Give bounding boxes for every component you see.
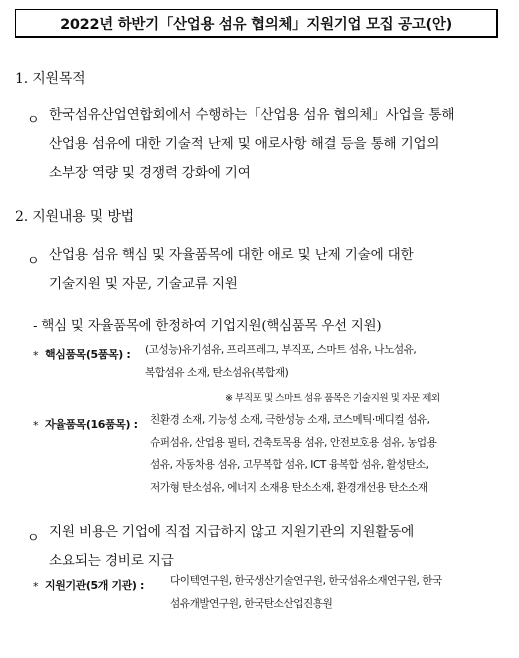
section2-heading: 2. 지원내용 및 방법 (15, 209, 134, 225)
agencies-line: 섬유개발연구원, 한국탄소산업진흥원 (170, 597, 333, 610)
core-items-line: 복합섬유 소재, 탄소섬유(복합재) (145, 366, 289, 379)
agencies-star: * (33, 580, 39, 593)
autonomous-items-line: 친환경 소재, 기능성 소재, 극한성능 소재, 코스메틱·메디컬 섬유, (150, 414, 430, 426)
section1-heading: 1. 지원목적 (15, 71, 86, 87)
core-items-line: (고성능)유기섬유, 프리프레그, 부직포, 스마트 섬유, 나노섬유, (145, 344, 417, 356)
section2-paragraph (49, 241, 496, 299)
document-title-text: 2022년 하반기「산업용 섬유 협의체」지원기업 모집 공고(안) (60, 16, 452, 33)
section1-line: 소부장 역량 및 경쟁력 강화에 기여 (49, 165, 251, 181)
autonomous-items-line: 섬유, 자동차용 섬유, 고무복합 섬유, ICT 융복합 섬유, 활성탄소, (150, 459, 429, 471)
cost-line: 소요되는 경비로 지급 (49, 553, 174, 569)
autonomous-items-line: 슈퍼섬유, 산업용 필터, 건축토목용 섬유, 안전보호용 섬유, 농업용 (150, 436, 437, 449)
core-items-label (45, 346, 130, 362)
agencies-label-text: 지원기관(5개 기관) (45, 579, 137, 592)
core-items-colon: : (126, 348, 131, 361)
core-star: * (33, 349, 39, 362)
section2-line: 기술지원 및 자문, 기술교류 지원 (49, 276, 238, 292)
cost-paragraph (49, 518, 496, 576)
autonomous-items-list (150, 409, 498, 499)
core-items-label-text: 핵심품목(5품목) (45, 348, 123, 361)
autonomous-items-label-text: 자율품목(16품목) (45, 418, 131, 431)
section2-line: 산업용 섬유 핵심 및 자율품목에 대한 애로 및 난제 기술에 대한 (49, 247, 414, 263)
support-scope-line: - 핵심 및 자율품목에 한정하여 기업지원(핵심품목 우선 지원) (33, 319, 382, 334)
section1-line: 산업용 섬유에 대한 기술적 난제 및 애로사항 해결 등을 통해 기업의 (49, 136, 440, 152)
document-title (15, 9, 498, 38)
core-items-note: ※ 부직포 및 스마트 섬유 품목은 기술지원 및 자문 제외 (225, 393, 440, 404)
autonomous-items-label (45, 416, 138, 432)
autonomous-star: * (33, 419, 39, 432)
agencies-list (170, 570, 498, 615)
cost-bullet: ㅇ (27, 531, 40, 546)
section1-bullet: ㅇ (27, 113, 40, 128)
section1-paragraph (49, 101, 496, 188)
autonomous-items-colon: : (133, 418, 138, 431)
core-items-list (145, 339, 497, 384)
section2-bullet: ㅇ (27, 254, 40, 269)
agencies-colon: : (139, 579, 144, 592)
cost-line: 지원 비용은 기업에 직접 지급하지 않고 지원기관의 지원활동에 (49, 524, 415, 540)
agencies-line: 다이텍연구원, 한국생산기술연구원, 한국섬유소재연구원, 한국 (170, 575, 442, 587)
agencies-label (45, 577, 144, 593)
section1-line: 한국섬유산업연합회에서 수행하는「산업용 섬유 협의체」사업을 통해 (49, 107, 455, 123)
autonomous-items-line: 저가형 탄소섬유, 에너지 소재용 탄소소재, 환경개선용 탄소소재 (150, 481, 428, 494)
